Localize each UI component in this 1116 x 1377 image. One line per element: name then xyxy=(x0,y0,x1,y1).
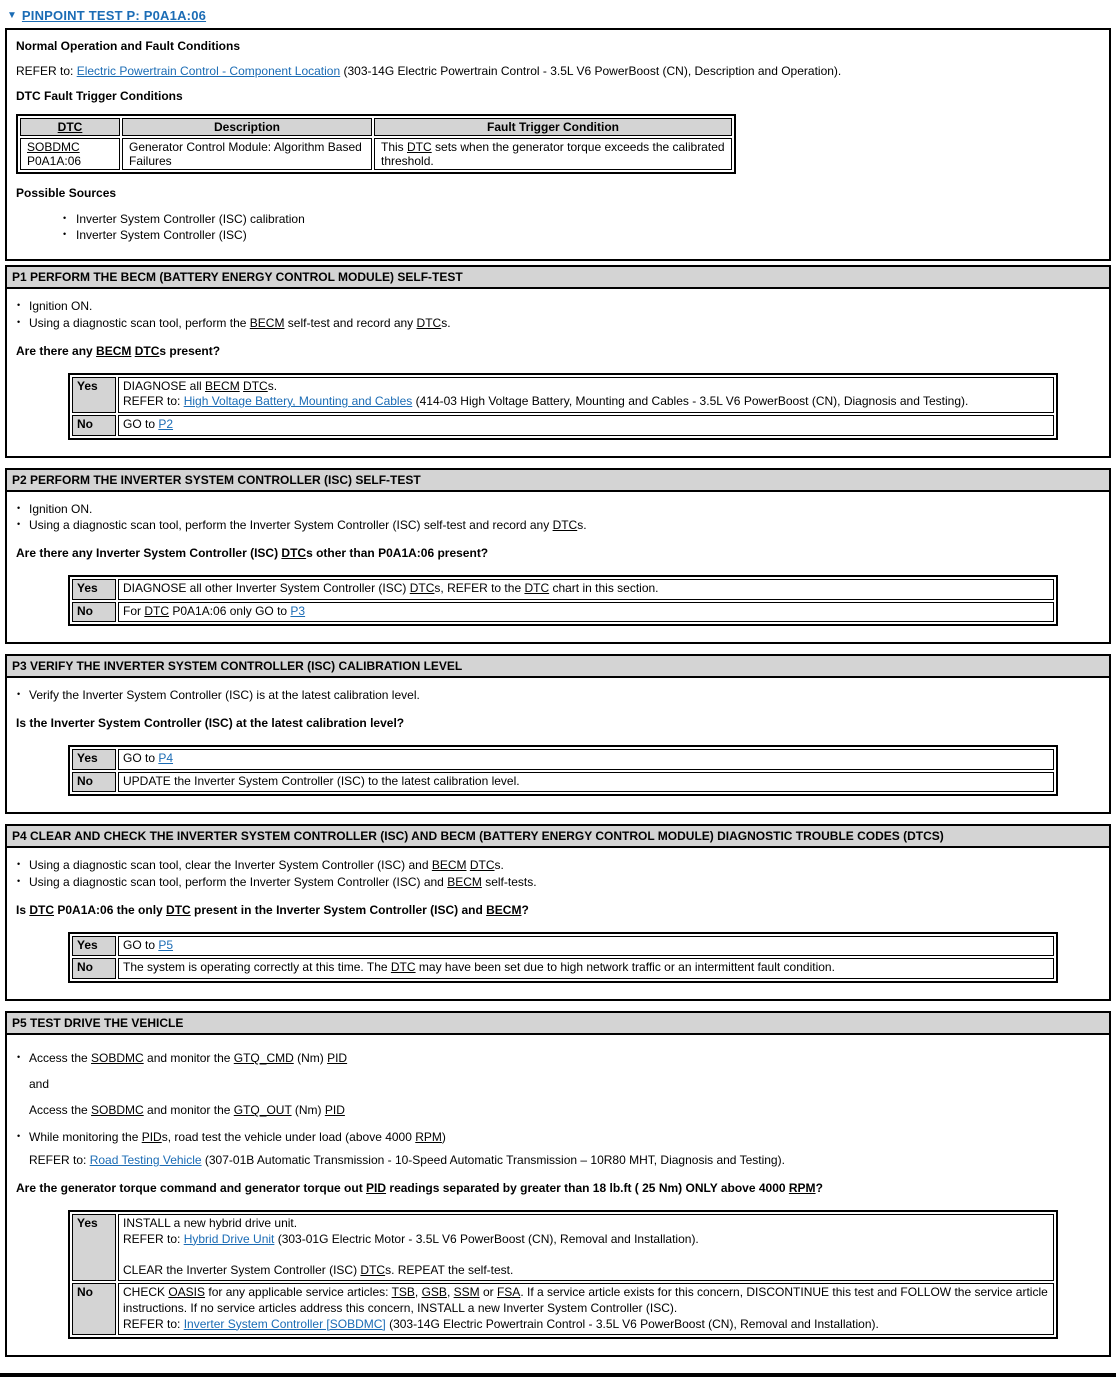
glossary-term-link[interactable]: BECM xyxy=(205,378,240,393)
pinpoint-test-title-link[interactable]: PINPOINT TEST P: P0A1A:06 xyxy=(21,8,207,23)
no-label: No xyxy=(72,958,116,979)
action-line xyxy=(123,417,1049,433)
text-segment: s, road test the vehicle under load (above 4000 xyxy=(161,1129,416,1144)
no-label: No xyxy=(72,602,116,623)
list-item xyxy=(16,298,1100,314)
yes-action-cell xyxy=(118,1214,1054,1281)
fault-trigger-cell xyxy=(374,138,732,170)
yes-row xyxy=(72,377,1054,413)
instruction-list xyxy=(16,501,1100,533)
list-item xyxy=(62,211,1100,227)
instruction-list xyxy=(16,1050,1100,1168)
yes-label: Yes xyxy=(72,579,116,600)
action-line xyxy=(123,751,1049,767)
glossary-term-link[interactable]: GSB xyxy=(421,1285,447,1300)
dtc-fault-trigger-heading: DTC Fault Trigger Conditions xyxy=(16,89,183,103)
step-question xyxy=(16,344,1100,358)
action-line xyxy=(123,938,1049,954)
action-line xyxy=(123,394,1049,410)
no-action-cell xyxy=(118,415,1054,436)
text-segment: While monitoring the xyxy=(29,1129,142,1144)
no-row xyxy=(72,415,1054,436)
action-line xyxy=(123,1317,1049,1333)
action-line xyxy=(123,1216,1049,1232)
glossary-term-link[interactable]: FSA xyxy=(496,1285,521,1300)
step-p5-body xyxy=(7,1035,1109,1355)
text-segment: Ignition ON. xyxy=(29,299,93,314)
yes-row xyxy=(72,1214,1054,1281)
text-segment: Using a diagnostic scan tool, perform the Inverter System Controller (ISC) self-test and record any xyxy=(29,517,553,532)
step-p4-header: P4 CLEAR AND CHECK THE INVERTER SYSTEM CONTROLLER (ISC) AND BECM (BATTERY ENERGY CONTROL MODULE) DIAGNOSTIC TROUBLE CODES (DTCS) xyxy=(7,826,1109,848)
text-segment: Is the Inverter System Controller (ISC) at the latest calibration level? xyxy=(16,716,405,731)
text-segment: UPDATE the Inverter System Controller (ISC) to the latest calibration level. xyxy=(123,773,520,788)
text-segment: DIAGNOSE all other Inverter System Controller (ISC) xyxy=(123,580,410,595)
glossary-term-link[interactable]: PID xyxy=(366,1180,387,1195)
text-segment: CHECK xyxy=(123,1285,169,1300)
step-p2 xyxy=(5,468,1111,645)
text-segment: or xyxy=(479,1285,497,1300)
no-action-cell xyxy=(118,958,1054,979)
no-row xyxy=(72,958,1054,979)
text-segment: and monitor the xyxy=(143,1103,234,1118)
no-action-cell xyxy=(118,1283,1054,1335)
step-question xyxy=(16,1181,1100,1195)
no-action-cell xyxy=(118,602,1054,623)
action-line xyxy=(123,379,1049,395)
text-segment: Using a diagnostic scan tool, perform the xyxy=(29,315,250,330)
glossary-term-link[interactable]: DTC xyxy=(409,580,435,595)
action-line xyxy=(123,1285,1049,1316)
glossary-term-link[interactable]: TSB xyxy=(391,1285,415,1300)
text-segment: P0A1A:06 the only xyxy=(54,902,167,917)
text-segment: P0A1A:06 xyxy=(27,154,82,168)
step-p5-header: P5 TEST DRIVE THE VEHICLE xyxy=(7,1013,1109,1035)
refer-line xyxy=(16,64,1100,78)
text-segment: sets when the generator torque exceeds the calibrated threshold. xyxy=(381,140,725,168)
glossary-term-link[interactable]: PID xyxy=(324,1103,345,1118)
step-question xyxy=(16,546,1100,560)
intro-box xyxy=(5,28,1111,261)
list-item xyxy=(16,857,1100,873)
no-action-cell xyxy=(118,772,1054,793)
possible-sources-heading: Possible Sources xyxy=(16,186,117,200)
text-segment: Generator Control Module: Algorithm Based Failures xyxy=(129,140,362,168)
decision-table xyxy=(68,1210,1058,1339)
text-segment: GO to xyxy=(123,937,159,952)
page-bottom-rule xyxy=(0,1373,1116,1377)
text-segment: s. xyxy=(267,378,278,393)
description-column-header xyxy=(122,118,372,136)
text-segment: This xyxy=(381,140,408,154)
dtc-table-row xyxy=(20,138,732,170)
list-item xyxy=(16,687,1100,703)
glossary-term-link[interactable]: DTC xyxy=(29,902,55,917)
action-line xyxy=(123,1232,1049,1248)
pinpoint-test-title-row xyxy=(7,8,1111,23)
instruction-list xyxy=(16,298,1100,330)
text-segment: ? xyxy=(815,1180,823,1195)
glossary-term-link[interactable]: BECM xyxy=(431,858,467,873)
glossary-term-link[interactable]: SOBDMC xyxy=(91,1051,144,1066)
text-segment: REFER to: xyxy=(123,1316,184,1331)
glossary-term-link[interactable]: GTQ_OUT xyxy=(233,1103,292,1118)
text-segment: s. xyxy=(494,858,504,873)
inline-link[interactable]: P4 xyxy=(158,751,174,766)
yes-label: Yes xyxy=(72,936,116,957)
action-line xyxy=(123,1263,1049,1279)
inline-link[interactable]: High Voltage Battery, Mounting and Cables xyxy=(183,394,413,409)
glossary-term-link[interactable]: DTC xyxy=(552,517,578,532)
glossary-term-link[interactable]: BECM xyxy=(249,315,285,330)
text-segment: s. REPEAT the self-test. xyxy=(385,1262,514,1277)
yes-label: Yes xyxy=(72,377,116,413)
possible-sources-list xyxy=(62,211,1100,243)
text-segment: REFER to: xyxy=(123,394,184,409)
step-p4 xyxy=(5,824,1111,1001)
text-segment: (414-03 High Voltage Battery, Mounting and Cables - 3.5L V6 PowerBoost (CN), Diagnosis and Testing). xyxy=(412,394,969,409)
text-segment: s other than P0A1A:06 present? xyxy=(306,545,489,560)
no-label: No xyxy=(72,772,116,793)
no-row xyxy=(72,1283,1054,1335)
yes-row xyxy=(72,936,1054,957)
step-p1-header: P1 PERFORM THE BECM (BATTERY ENERGY CONTROL MODULE) SELF-TEST xyxy=(7,267,1109,289)
step-p1-body xyxy=(7,289,1109,455)
glossary-term-link[interactable]: DTC xyxy=(407,140,432,154)
step-p3 xyxy=(5,654,1111,814)
yes-label: Yes xyxy=(72,749,116,770)
action-line xyxy=(123,960,1049,976)
text-segment: DIAGNOSE all xyxy=(123,378,206,393)
text-segment: REFER to: xyxy=(16,64,77,78)
list-item xyxy=(16,315,1100,331)
glossary-term-link[interactable]: DTC xyxy=(390,960,416,975)
text-segment: s. xyxy=(441,315,451,330)
collapse-triangle-icon[interactable]: ▼ xyxy=(7,9,17,21)
step-p3-header: P3 VERIFY THE INVERTER SYSTEM CONTROLLER (ISC) CALIBRATION LEVEL xyxy=(7,656,1109,678)
no-row xyxy=(72,772,1054,793)
text-segment: and monitor the xyxy=(143,1051,234,1066)
text-segment: , xyxy=(446,1285,454,1300)
text-segment: The system is operating correctly at this time. The xyxy=(123,960,391,975)
instruction-list xyxy=(16,687,1100,703)
step-question xyxy=(16,716,1100,730)
text-segment: s present? xyxy=(159,343,221,358)
step-p5 xyxy=(5,1011,1111,1357)
yes-label: Yes xyxy=(72,1214,116,1281)
description-cell xyxy=(122,138,372,170)
text-segment: Ignition ON. xyxy=(29,501,93,516)
text-segment: P0A1A:06 only GO to xyxy=(169,603,291,618)
action-line xyxy=(123,581,1049,597)
text-segment: self-test and record any xyxy=(284,315,417,330)
list-item xyxy=(16,874,1100,890)
glossary-term-link[interactable]: DTC xyxy=(360,1262,386,1277)
dtc-column-header xyxy=(20,118,120,136)
glossary-term-link[interactable]: SOBDMC xyxy=(91,1103,144,1118)
text-segment: . If a service article exists for this concern, DISCONTINUE this test and FOLLOW the service article instructions. If no service articles address this concern, INSTALL a new Inverter System Controller (ISC). xyxy=(123,1285,1048,1315)
list-item xyxy=(62,227,1100,243)
yes-action-cell xyxy=(118,749,1054,770)
text-segment: , xyxy=(414,1285,422,1300)
yes-action-cell xyxy=(118,936,1054,957)
step-question xyxy=(16,903,1100,917)
text-segment: chart in this section. xyxy=(549,580,659,595)
glossary-term-link[interactable]: DTC xyxy=(416,315,442,330)
glossary-term-link[interactable]: SOBDMC xyxy=(27,140,80,154)
decision-table xyxy=(68,932,1058,983)
step-p2-body xyxy=(7,492,1109,643)
yes-row xyxy=(72,579,1054,600)
text-segment: Inverter System Controller (ISC) calibration xyxy=(76,212,305,226)
text-segment: Verify the Inverter System Controller (ISC) is at the latest calibration level. xyxy=(29,688,420,703)
inline-link[interactable]: Road Testing Vehicle xyxy=(89,1152,202,1167)
glossary-term-link[interactable]: BECM xyxy=(486,902,522,917)
text-segment: (303-01G Electric Motor - 3.5L V6 PowerBoost (CN), Removal and Installation). xyxy=(274,1231,699,1246)
glossary-term-link[interactable]: BECM xyxy=(447,874,482,889)
inline-link[interactable]: P5 xyxy=(158,937,174,952)
text-segment: may have been set due to high network traffic or an intermittent fault condition. xyxy=(415,960,835,975)
text-segment: REFER to: xyxy=(29,1152,90,1167)
normal-operation-heading: Normal Operation and Fault Conditions xyxy=(16,39,241,53)
glossary-term-link[interactable]: DTC xyxy=(281,545,307,560)
step-p4-body xyxy=(7,848,1109,999)
action-line xyxy=(123,774,1049,790)
inline-link[interactable]: P2 xyxy=(158,416,174,431)
text-segment: REFER to: xyxy=(123,1231,184,1246)
text-segment: ? xyxy=(521,902,529,917)
decision-table xyxy=(68,745,1058,796)
text-segment: For xyxy=(123,603,145,618)
text-segment: Access the xyxy=(29,1103,92,1118)
text-segment: Are there any xyxy=(16,343,97,358)
glossary-term-link[interactable]: GTQ_CMD xyxy=(233,1051,294,1066)
glossary-term-link[interactable]: RPM xyxy=(788,1180,816,1195)
glossary-term-link[interactable]: DTC xyxy=(57,120,83,134)
text-segment: INSTALL a new hybrid drive unit. xyxy=(123,1215,298,1230)
glossary-term-link[interactable]: PID xyxy=(141,1129,162,1144)
list-item xyxy=(16,501,1100,517)
inline-link[interactable]: Hybrid Drive Unit xyxy=(183,1231,275,1246)
action-line xyxy=(123,604,1049,620)
text-segment: (303-14G Electric Powertrain Control - 3.5L V6 PowerBoost (CN), Removal and Installation). xyxy=(385,1316,879,1331)
step-p2-header: P2 PERFORM THE INVERTER SYSTEM CONTROLLER (ISC) SELF-TEST xyxy=(7,470,1109,492)
text-segment: readings separated by greater than 18 lb.ft ( 25 Nm) ONLY above 4000 xyxy=(386,1180,789,1195)
step-p1 xyxy=(5,265,1111,457)
text-segment: Are there any Inverter System Controller (ISC) xyxy=(16,545,282,560)
action-line xyxy=(123,1247,1049,1263)
glossary-term-link[interactable]: SSM xyxy=(453,1285,480,1300)
inline-link[interactable]: P3 xyxy=(290,603,306,618)
text-segment: GO to xyxy=(123,751,159,766)
text-segment: (Nm) xyxy=(293,1051,328,1066)
no-label: No xyxy=(72,1283,116,1335)
yes-row xyxy=(72,749,1054,770)
no-row xyxy=(72,602,1054,623)
fault-trigger-column-header xyxy=(374,118,732,136)
inline-link[interactable]: Inverter System Controller [SOBDMC] xyxy=(183,1316,386,1331)
text-segment: (Nm) xyxy=(291,1103,325,1118)
yes-action-cell xyxy=(118,377,1054,413)
no-label: No xyxy=(72,415,116,436)
instruction-line xyxy=(29,1076,1100,1092)
yes-action-cell xyxy=(118,579,1054,600)
dtc-trigger-table xyxy=(16,114,736,174)
text-segment: s. xyxy=(577,517,587,532)
text-segment: Inverter System Controller (ISC) xyxy=(76,228,247,243)
text-segment: and xyxy=(29,1077,50,1092)
text-segment: Using a diagnostic scan tool, perform the Inverter System Controller (ISC) and xyxy=(29,874,448,889)
instruction-list xyxy=(16,857,1100,889)
instruction-line xyxy=(29,1152,1100,1168)
dtc-table-header-row xyxy=(20,118,732,136)
text-segment: CLEAR the Inverter System Controller (ISC) xyxy=(123,1262,361,1277)
list-item xyxy=(16,517,1100,533)
inline-link[interactable]: Electric Powertrain Control - Component Location xyxy=(76,64,341,78)
text-segment: ) xyxy=(441,1129,446,1144)
glossary-term-link[interactable]: DTC xyxy=(469,858,495,873)
instruction-line xyxy=(29,1050,1100,1066)
text-segment: (303-14G Electric Powertrain Control - 3.5L V6 PowerBoost (CN), Description and Operation). xyxy=(340,64,842,78)
glossary-term-link[interactable]: DTC xyxy=(134,343,160,358)
step-p3-body xyxy=(7,678,1109,812)
glossary-term-link[interactable]: DTC xyxy=(243,378,268,393)
list-item xyxy=(16,1050,1100,1119)
text-segment: present in the Inverter System Controller (ISC) and xyxy=(190,902,487,917)
text-segment: Fault Trigger Condition xyxy=(487,120,619,134)
decision-table xyxy=(68,373,1058,440)
text-segment: Using a diagnostic scan tool, clear the Inverter System Controller (ISC) and xyxy=(29,858,432,873)
glossary-term-link[interactable]: PID xyxy=(327,1051,348,1066)
text-segment: for any applicable service articles: xyxy=(205,1285,392,1300)
text-segment: Is xyxy=(16,902,30,917)
text-segment: Are the generator torque command and generator torque out xyxy=(16,1180,367,1195)
text-segment: (307-01B Automatic Transmission - 10-Speed Automatic Transmission – 10R80 MHT, Diagnosis and Testing). xyxy=(201,1152,785,1167)
glossary-term-link[interactable]: DTC xyxy=(166,902,191,917)
glossary-term-link[interactable]: DTC xyxy=(144,603,170,618)
list-item xyxy=(16,1129,1100,1168)
glossary-term-link[interactable]: DTC xyxy=(524,580,550,595)
text-segment: s, REFER to the xyxy=(434,580,525,595)
instruction-line xyxy=(29,1129,1100,1145)
decision-table xyxy=(68,575,1058,626)
glossary-term-link[interactable]: OASIS xyxy=(168,1285,206,1300)
text-segment: Access the xyxy=(29,1051,92,1066)
dtc-cell xyxy=(20,138,120,170)
text-segment: Description xyxy=(213,120,280,134)
text-segment: GO to xyxy=(123,416,159,431)
text-segment: self-tests. xyxy=(481,874,537,889)
glossary-term-link[interactable]: RPM xyxy=(415,1129,442,1144)
glossary-term-link[interactable]: BECM xyxy=(96,343,132,358)
